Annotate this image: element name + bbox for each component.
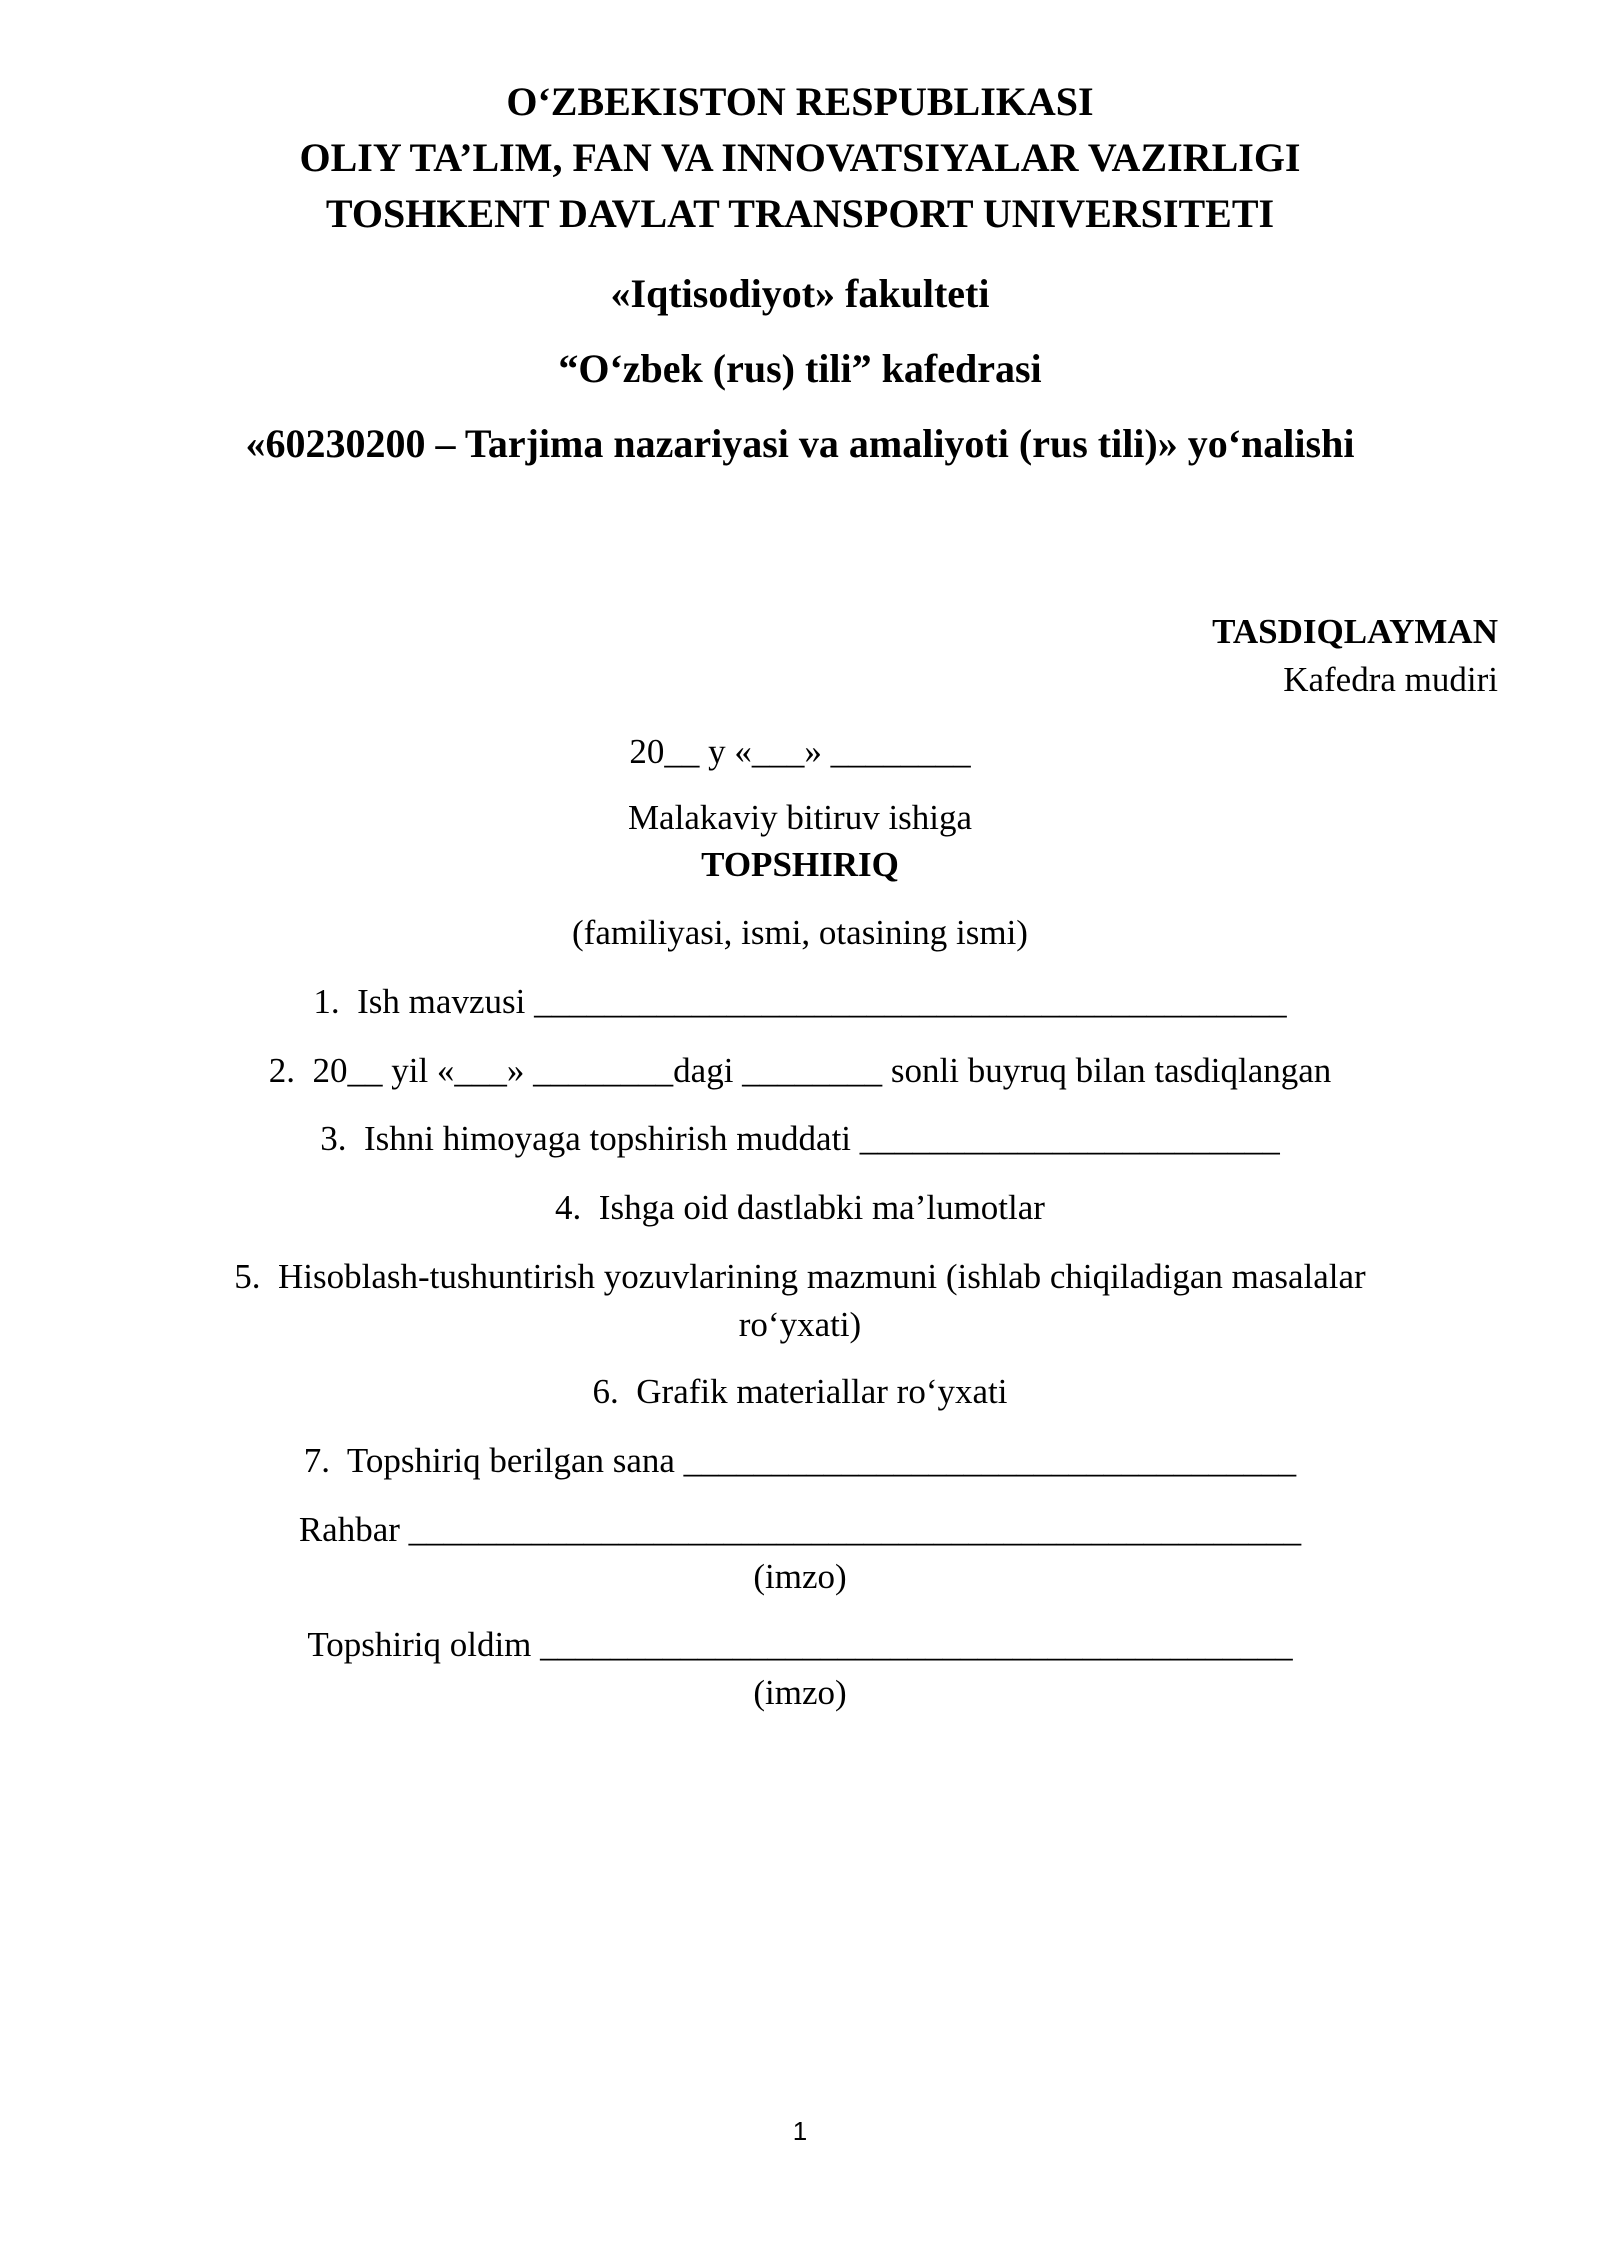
header-ministry: OLIY TA’LIM, FAN VA INNOVATSIYALAR VAZIRLIGI <box>299 135 1301 180</box>
header-direction: «60230200 – Tarjima nazariyasi va amaliyoti (rus tili)» yo‘nalishi <box>245 421 1355 466</box>
header-faculty: «Iqtisodiyot» fakulteti <box>610 271 990 316</box>
approval-title: TASDIQLAYMAN <box>1212 612 1498 651</box>
received-signature-line: Topshiriq oldim ___________________________________________ <box>307 1625 1293 1664</box>
page-number: 1 <box>792 2116 808 2146</box>
item-7-issue-date: 7. Topshiriq berilgan sana ___________________________________ <box>303 1441 1297 1480</box>
supervisor-signature-line: Rahbar ___________________________________________________ <box>298 1510 1302 1549</box>
item-5-contents-continued: ro‘yxati) <box>738 1305 862 1344</box>
header-country: O‘ZBEKISTON RESPUBLIKASI <box>506 79 1094 124</box>
item-5-contents: 5. Hisoblash-tushuntirish yozuvlarining mazmuni (ishlab chiqiladigan masalalar <box>234 1257 1366 1296</box>
header-university: TOSHKENT DAVLAT TRANSPORT UNIVERSITETI <box>325 191 1275 236</box>
item-1-topic: 1. Ish mavzusi ___________________________________________ <box>313 982 1287 1021</box>
supervisor-signature-caption: (imzo) <box>753 1557 847 1596</box>
header-department: “O‘zbek (rus) tili” kafedrasi <box>558 346 1042 391</box>
received-signature-caption: (imzo) <box>753 1673 847 1712</box>
item-3-deadline: 3. Ishni himoyaga topshirish muddati ________________________ <box>320 1119 1280 1158</box>
task-title: TOPSHIRIQ <box>701 845 899 884</box>
approval-role: Kafedra mudiri <box>1283 660 1498 699</box>
item-4-initial-data: 4. Ishga oid dastlabki ma’lumotlar <box>555 1188 1045 1227</box>
task-subtitle: Malakaviy bitiruv ishiga <box>627 798 973 837</box>
item-2-order: 2. 20__ yil «___» ________dagi ________ sonli buyruq bilan tasdiqlangan <box>268 1051 1332 1090</box>
student-name-caption: (familiyasi, ismi, otasining ismi) <box>572 913 1028 952</box>
item-6-graphics: 6. Grafik materiallar ro‘yxati <box>592 1372 1008 1411</box>
approval-date-line: 20__ y «___» ________ <box>629 732 971 771</box>
